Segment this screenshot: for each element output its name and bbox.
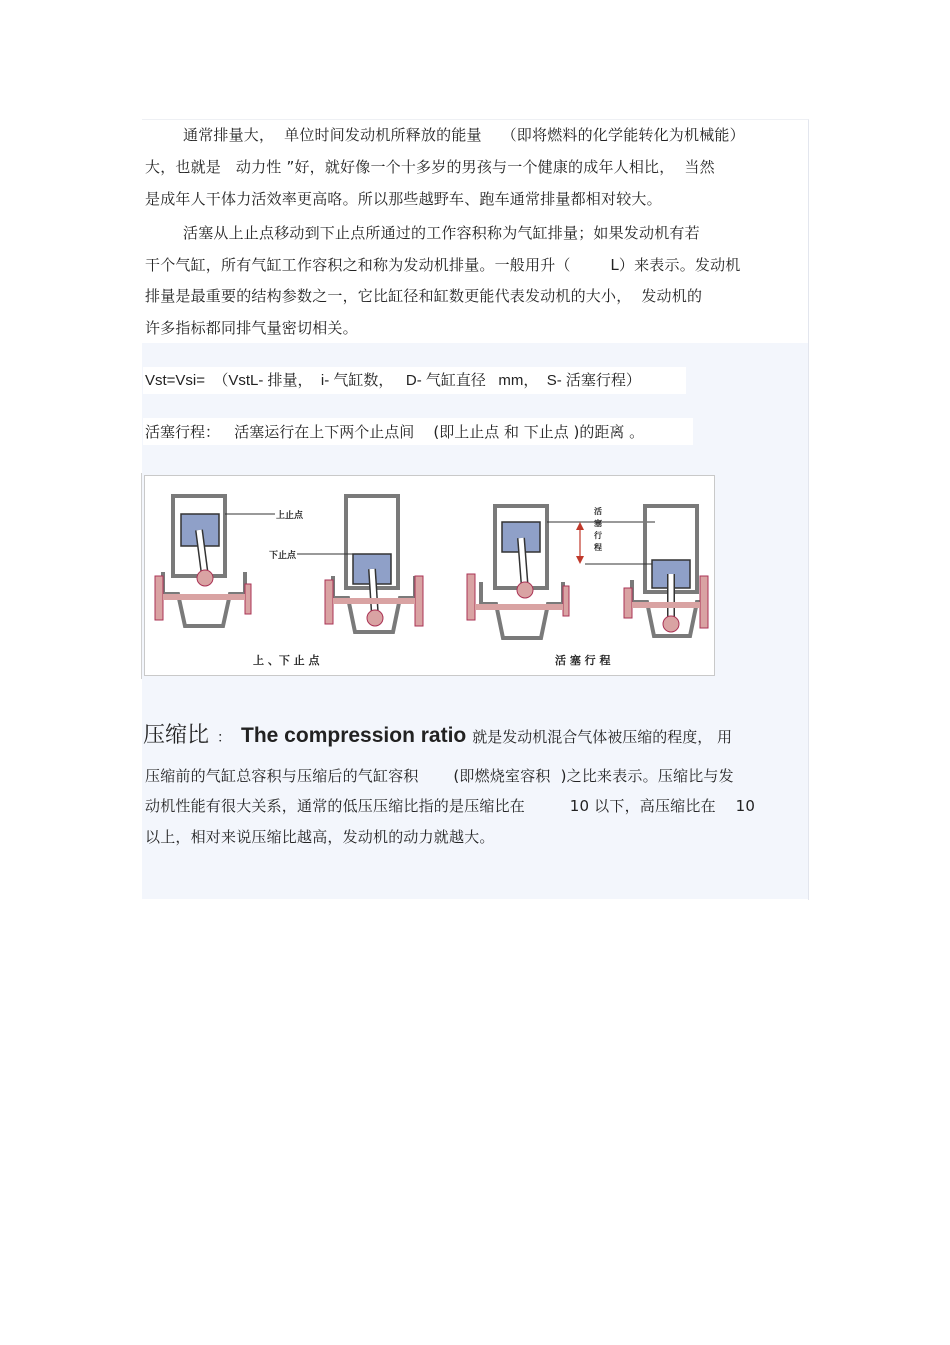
compression-line2: 动机性能有很大关系，通常的低压压缩比指的是压缩比在 10 以下，高压缩比在 10 xyxy=(145,797,756,815)
caption-left: 上 、下 止 点 xyxy=(253,654,320,667)
flywheel-right xyxy=(245,584,251,614)
bdc-label: 下止点 xyxy=(269,551,297,561)
crankshaft xyxy=(632,602,700,608)
flywheel-right xyxy=(415,576,423,626)
flywheel-left xyxy=(155,576,163,620)
flywheel-right xyxy=(700,576,708,628)
paragraph1-line1: 通常排量大， 单位时间发动机所释放的能量 （即将燃料的化学能转化为机械能） xyxy=(183,126,745,144)
compression-heading-en: The compression ratio xyxy=(241,724,467,747)
stroke-definition: 活塞行程： 活塞运行在上下两个止点间 (即上止点 和 下止点 )的距离 。 xyxy=(145,423,645,441)
figure-margin-line xyxy=(141,473,142,679)
piston-diagram xyxy=(144,475,715,676)
stroke-label-char-3: 行 xyxy=(594,531,602,540)
crankshaft xyxy=(475,604,563,610)
stroke-label-char-1: 活 xyxy=(594,507,602,516)
flywheel-left xyxy=(325,580,333,624)
stroke-arrow-head-down xyxy=(576,556,584,564)
crank-pin xyxy=(197,570,213,586)
compression-line1: 压缩前的气缸总容积与压缩后的气缸容积 (即燃烧室容积 )之比来表示。压缩比与发 xyxy=(145,767,734,785)
compression-heading-colon: ： xyxy=(217,730,232,746)
paragraph2-line2: 干个气缸，所有气缸工作容积之和称为发动机排量。一般用升（ L）来表示。发动机 xyxy=(145,256,741,274)
crankshaft xyxy=(333,598,415,604)
crank-pin xyxy=(367,610,383,626)
flywheel-left xyxy=(467,574,475,620)
displacement-formula: Vst=Vsi= （VstL- 排量， i- 气缸数， D- 气缸直径 mm， S- 活塞行程） xyxy=(145,372,641,389)
paragraph1-line3: 是成年人干体力活效率更高咯。所以那些越野车、跑车通常排量都相对较大。 xyxy=(145,190,662,208)
crankshaft xyxy=(163,594,245,600)
stroke-arrow-head-up xyxy=(576,522,584,530)
paragraph1-line2: 大，也就是 动力性 ”好，就好像一个十多岁的男孩与一个健康的成年人相比， 当然 xyxy=(145,158,715,176)
compression-heading-cn: 压缩比 xyxy=(143,723,210,748)
compression-heading xyxy=(143,718,732,749)
flywheel-right xyxy=(563,586,569,616)
stroke-label-char-2: 塞 xyxy=(594,519,602,528)
engine-tdc xyxy=(155,496,275,626)
paragraph2-line4: 许多指标都同排气量密切相关。 xyxy=(145,319,358,337)
crank-pin xyxy=(663,616,679,632)
caption-right: 活 塞 行 程 xyxy=(555,654,611,667)
piston-diagram-svg xyxy=(145,476,714,675)
stroke-label-char-4: 程 xyxy=(594,543,602,552)
engine-bdc xyxy=(297,496,423,632)
tdc-label: 上止点 xyxy=(276,511,304,521)
compression-line3: 以上，相对来说压缩比越高，发动机的动力就越大。 xyxy=(145,828,495,846)
crank-pin xyxy=(517,582,533,598)
paragraph2-line1: 活塞从上止点移动到下止点所通过的工作容积称为气缸排量；如果发动机有若 xyxy=(183,224,700,242)
engine-stroke-bdc xyxy=(585,506,708,636)
flywheel-left xyxy=(624,588,632,618)
compression-heading-rest: 就是发动机混合气体被压缩的程度， 用 xyxy=(472,728,733,746)
paragraph2-line3: 排量是最重要的结构参数之一，它比缸径和缸数更能代表发动机的大小， 发动机的 xyxy=(145,287,703,305)
